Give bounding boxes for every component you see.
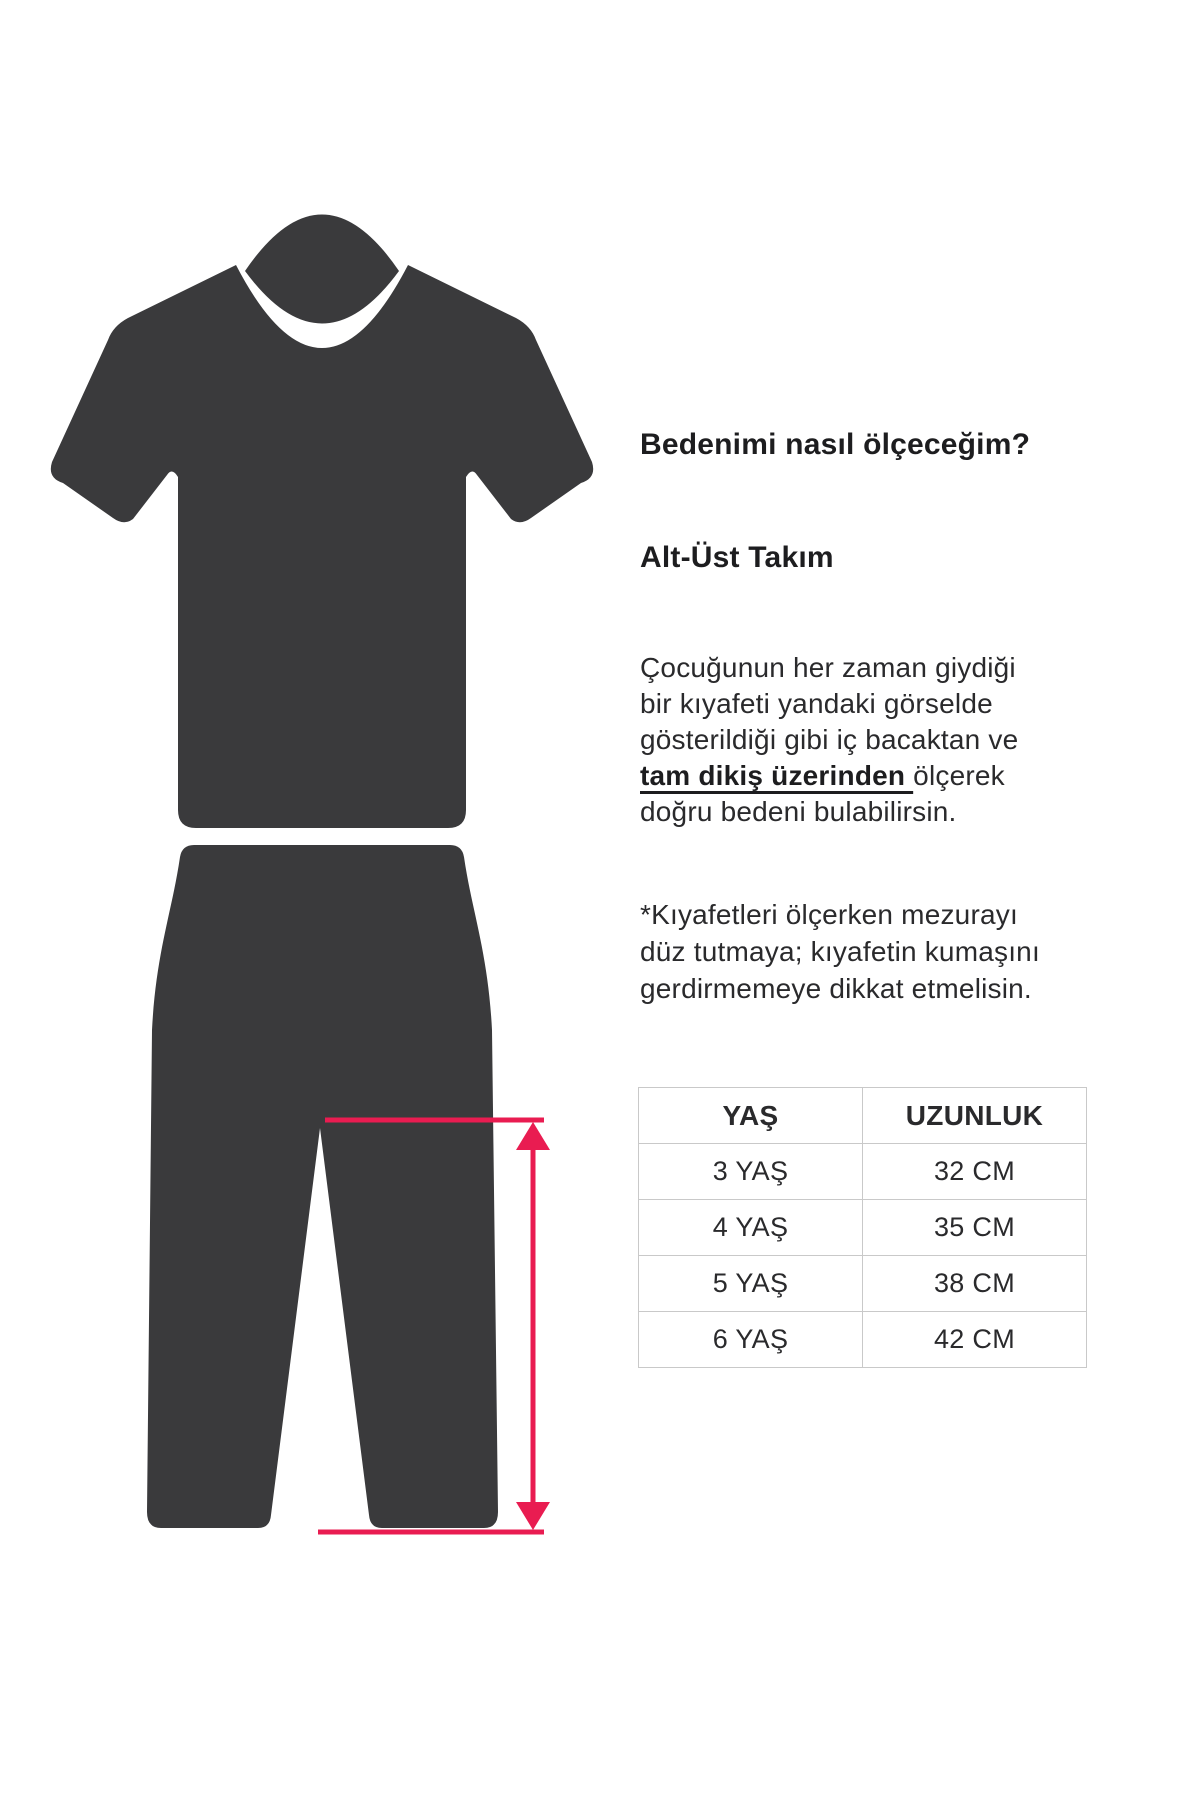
- instructions-line: [640, 758, 1018, 794]
- age-column-header: YAŞ: [639, 1088, 863, 1144]
- length-column-header: UZUNLUK: [863, 1088, 1087, 1144]
- clothing-figure: [30, 195, 610, 1565]
- size-table-header: [639, 1088, 1087, 1144]
- measuring-note: [640, 896, 1040, 1007]
- age-cell: 6 YAŞ: [639, 1312, 863, 1368]
- length-cell: 38 CM: [863, 1256, 1087, 1312]
- note-line: *Kıyafetleri ölçerken mezurayı: [640, 899, 1018, 930]
- length-cell: 35 CM: [863, 1200, 1087, 1256]
- age-cell: 4 YAŞ: [639, 1200, 863, 1256]
- table-row: [639, 1312, 1087, 1368]
- pants-shape: [147, 845, 498, 1528]
- age-cell: 5 YAŞ: [639, 1256, 863, 1312]
- instructions-line: Çocuğunun her zaman giydiği: [640, 652, 1016, 683]
- tshirt-body-shape: [51, 265, 593, 828]
- length-cell: 32 CM: [863, 1144, 1087, 1200]
- section-title: Alt-Üst Takım: [640, 541, 834, 574]
- tshirt-collar-back-shape: [245, 215, 399, 324]
- instructions-line: doğru bedeni bulabilirsin.: [640, 796, 957, 827]
- instructions-line-rest: ölçerek: [913, 760, 1005, 791]
- measuring-instructions: [640, 650, 1018, 830]
- age-cell: 3 YAŞ: [639, 1144, 863, 1200]
- measure-arrowhead-down: [516, 1502, 550, 1530]
- table-row: [639, 1256, 1087, 1312]
- pants-silhouette: [147, 845, 498, 1528]
- note-line: düz tutmaya; kıyafetin kumaşını: [640, 936, 1040, 967]
- table-row: [639, 1200, 1087, 1256]
- instructions-line: bir kıyafeti yandaki görselde: [640, 688, 993, 719]
- seam-emphasis-text: tam dikiş üzerinden: [640, 760, 914, 791]
- note-line: gerdirmemeye dikkat etmelisin.: [640, 973, 1032, 1004]
- table-row: [639, 1144, 1087, 1200]
- table-header-row: [639, 1088, 1087, 1144]
- tshirt-silhouette: [51, 215, 593, 829]
- size-table-body: [639, 1144, 1087, 1368]
- length-cell: 42 CM: [863, 1312, 1087, 1368]
- page-title: Bedenimi nasıl ölçeceğim?: [640, 428, 1031, 461]
- size-table: [638, 1087, 1087, 1368]
- measure-arrowhead-up: [516, 1122, 550, 1150]
- instructions-line: gösterildiği gibi iç bacaktan ve: [640, 724, 1019, 755]
